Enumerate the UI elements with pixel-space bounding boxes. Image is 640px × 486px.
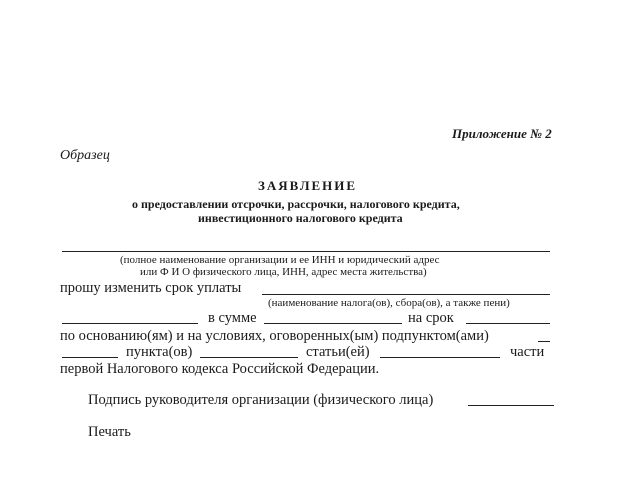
amount-field-line bbox=[264, 323, 402, 324]
stamp-label: Печать bbox=[88, 424, 131, 440]
document-title: ЗАЯВЛЕНИЕ bbox=[258, 178, 358, 193]
tax-name-caption: (наименование налога(ов), сбора(ов), а также пени) bbox=[268, 297, 510, 309]
signature-label: Подпись руководителя организации (физического лица) bbox=[88, 392, 434, 408]
amount-label: в сумме bbox=[208, 310, 257, 326]
document-subtitle-line1: о предоставлении отсрочки, рассрочки, налогового кредита, bbox=[132, 197, 460, 211]
request-text: прошу изменить срок уплаты bbox=[60, 280, 242, 296]
item-label: пункта(ов) bbox=[126, 344, 193, 360]
term-label: на срок bbox=[408, 310, 454, 326]
article-field-line bbox=[380, 357, 500, 358]
sample-label: Образец bbox=[60, 148, 110, 163]
applicant-name-field-line bbox=[62, 251, 550, 252]
applicant-name-caption-1: (полное наименование организации и ее ИНН и юридический адрес bbox=[120, 254, 440, 266]
term-field-line bbox=[466, 323, 550, 324]
appendix-label: Приложение № 2 bbox=[452, 126, 552, 141]
applicant-name-caption-2: или Ф И О физического лица, ИНН, адрес места жительства) bbox=[140, 266, 427, 278]
basis-text: по основанию(ям) и на условиях, оговоренных(ым) подпунктом(ами) bbox=[60, 328, 489, 344]
subparagraph-number-field-line bbox=[62, 357, 118, 358]
signature-field-line bbox=[468, 405, 554, 406]
article-label: статьи(ей) bbox=[306, 344, 370, 360]
basis-lead-field-line bbox=[62, 323, 198, 324]
document-subtitle-line2: инвестиционного налогового кредита bbox=[198, 211, 403, 225]
part-label: части bbox=[510, 344, 545, 360]
subparagraph-field-line bbox=[538, 341, 550, 342]
item-field-line bbox=[200, 357, 298, 358]
tax-code-text: первой Налогового кодекса Российской Федерации. bbox=[60, 361, 380, 377]
tax-name-field-line bbox=[262, 294, 550, 295]
